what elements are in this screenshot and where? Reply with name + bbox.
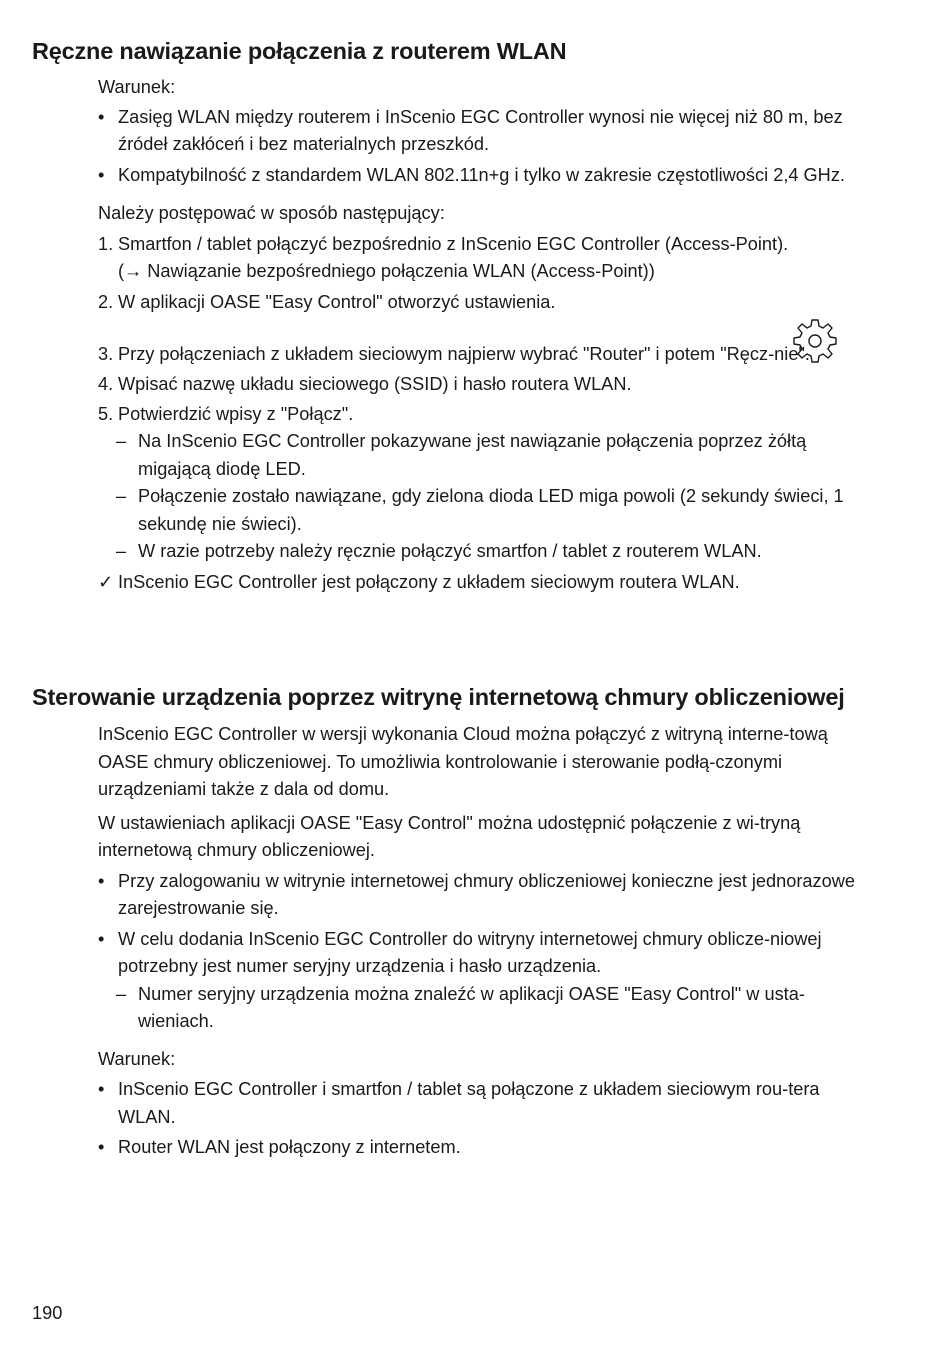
paragraph: InScenio EGC Controller w wersji wykonania Cloud można połączyć z witryną interne-tową OASE chmury obliczeniowej. To umożliwia kontrolowanie i sterowanie podłą-czonymi urządzeniami także z dala od domu. — [98, 724, 828, 799]
final-result: ✓ InScenio EGC Controller jest połączony z układem sieciowym routera WLAN. — [98, 569, 878, 597]
dash-marker: – — [116, 541, 127, 561]
info-bullet: • W celu dodania InScenio EGC Controller do witryny internetowej chmury oblicze-niowej potrzebny jest numer seryjny urządzenia i hasło urządzenia. — [98, 926, 878, 981]
procedure-label: Należy postępować w sposób następujący: — [98, 203, 445, 223]
section2-body — [98, 721, 878, 1162]
section2-title: Sterowanie urządzenia poprzez witrynę internetową chmury obliczeniowej — [32, 684, 845, 710]
gear-icon — [790, 316, 840, 366]
condition-item: • Zasięg WLAN między routerem i InScenio EGC Controller wynosi nie więcej niż 80 m, bez źródeł zakłóceń i bez materialnych przeszkód. — [98, 104, 878, 159]
section1-body — [98, 74, 878, 596]
page-number: 190 — [32, 1303, 63, 1323]
condition-item: • InScenio EGC Controller i smartfon / tablet są połączone z układem sieciowym rou-tera WLAN. — [98, 1076, 878, 1131]
bullet-marker: • — [98, 1137, 105, 1157]
info-bullet: • Przy zalogowaniu w witrynie internetowej chmury obliczeniowej konieczne jest jednorazowe zarejestrowanie się. — [98, 868, 878, 923]
section1-title: Ręczne nawiązanie połączenia z routerem WLAN — [32, 38, 567, 64]
dash-marker: – — [116, 431, 127, 451]
bullet-marker: • — [98, 1079, 105, 1099]
bullet-marker: • — [98, 164, 105, 185]
result-item: – W razie potrzeby należy ręcznie połączyć smartfon / tablet z routerem WLAN. — [98, 538, 878, 566]
bullet-marker: • — [98, 870, 105, 891]
result-item: – Połączenie zostało nawiązane, gdy zielona dioda LED miga powoli (2 sekundy świeci, 1 sekundę nie świeci). — [98, 483, 878, 538]
info-sub-bullet: – Numer seryjny urządzenia można znaleźć w aplikacji OASE "Easy Control" w usta-wieniach. — [98, 981, 878, 1036]
cross-reference-link[interactable]: (→ Nawiązanie bezpośredniego połączenia WLAN (Access-Point)) — [118, 261, 655, 281]
bullet-marker: • — [98, 106, 105, 127]
step-item: 2. W aplikacji OASE "Easy Control" otworzyć ustawienia. — [98, 291, 556, 312]
result-item: – Na InScenio EGC Controller pokazywane jest nawiązanie połączenia poprzez żółtą migającą diodę LED. — [98, 428, 878, 483]
step-item: 1. Smartfon / tablet połączyć bezpośrednio z InScenio EGC Controller (Access-Point). (→ Nawiązanie bezpośredniego połączenia WLAN (Access-Point)) — [98, 233, 789, 281]
bullet-marker: • — [98, 928, 105, 949]
dash-marker: – — [116, 486, 127, 506]
condition-item: • Kompatybilność z standardem WLAN 802.11n+g i tylko w zakresie częstotliwości 2,4 GHz. — [98, 162, 878, 190]
condition-item: • Router WLAN jest połączony z internetem. — [98, 1134, 878, 1162]
step-item: 3. Przy połączeniach z układem sieciowym najpierw wybrać "Router" i potem "Ręcz-nie". — [98, 343, 810, 364]
step-item: 4. Wpisać nazwę układu sieciowego (SSID) i hasło routera WLAN. — [98, 374, 632, 394]
dash-marker: – — [116, 983, 127, 1004]
paragraph: W ustawieniach aplikacji OASE "Easy Control" można udostępnić połączenie z wi-tryną internetową chmury obliczeniowej. — [98, 812, 801, 860]
step-item: 5. Potwierdzić wpisy z "Połącz". — [98, 403, 354, 424]
condition-label: Warunek: — [98, 77, 176, 97]
condition-label: Warunek: — [98, 1048, 176, 1069]
check-icon: ✓ — [98, 571, 114, 592]
